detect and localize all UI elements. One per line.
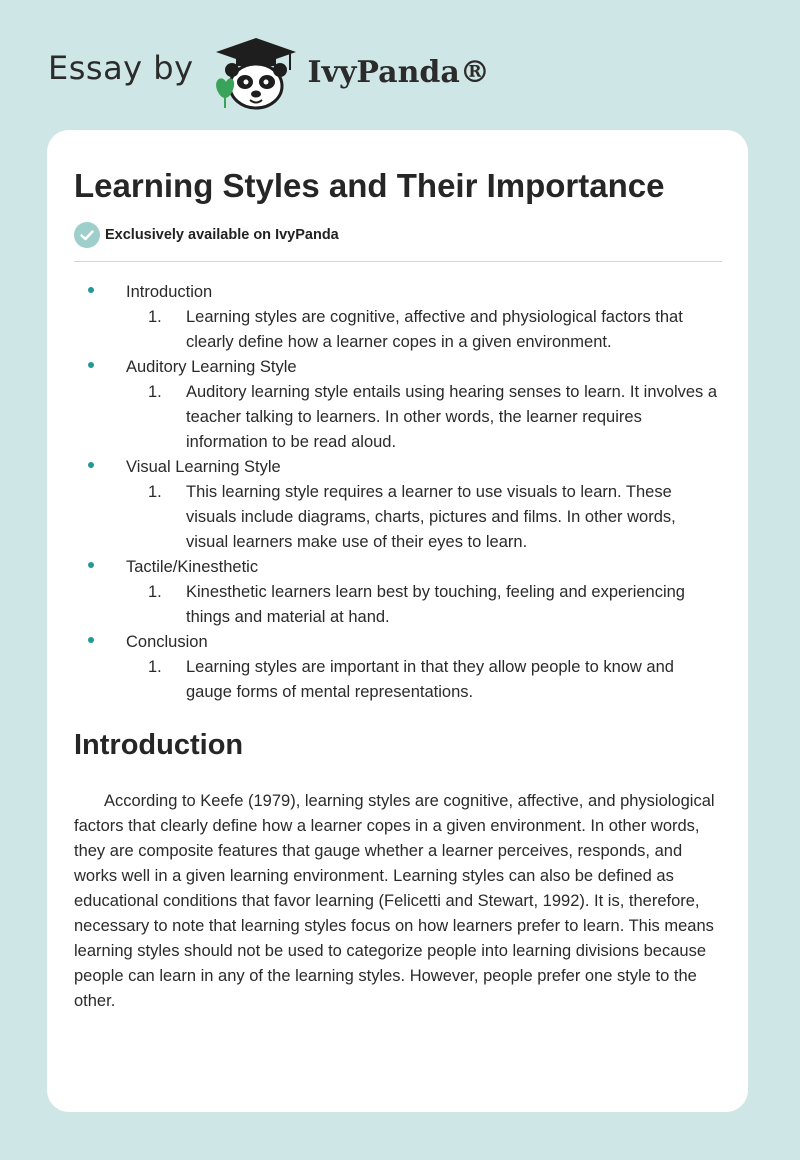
outline-subitem-text: Learning styles are cognitive, affective and physiological factors that clearly define how a learner copes in a given environment. — [186, 308, 683, 351]
section-heading: Introduction — [74, 729, 244, 761]
outline-label: Visual Learning Style — [126, 458, 281, 476]
bullet-dot — [88, 287, 94, 293]
bullet-dot — [88, 462, 94, 468]
check-circle-icon — [74, 222, 100, 248]
outline-label: Auditory Learning Style — [126, 358, 297, 376]
bullet-dot — [88, 562, 94, 568]
outline-item — [74, 355, 722, 455]
essay-outline — [74, 280, 722, 705]
bullet-dot — [88, 362, 94, 368]
site-header — [48, 34, 748, 114]
outline-item — [74, 455, 722, 555]
outline-subitem-text: This learning style requires a learner to use visuals to learn. These visuals include diagrams, charts, pictures and films. In other words, visual learners make use of their eyes to learn. — [186, 483, 676, 551]
outline-subitem: 1. This learning style requires a learner to use visuals to learn. These visuals include diagrams, charts, pictures and films. In other words, visual learners make use of their eyes to learn. — [148, 483, 676, 551]
brand-name: IvyPanda® — [307, 54, 490, 90]
bullet-dot — [88, 637, 94, 643]
page-title: Learning Styles and Their Importance — [74, 167, 665, 204]
outline-sublist — [126, 380, 722, 455]
outline-item — [74, 555, 722, 630]
outline-subitem: 1. Kinesthetic learners learn best by touching, feeling and experiencing things and material at hand. — [148, 583, 685, 626]
outline-subitem-text: Auditory learning style entails using hearing senses to learn. It involves a teacher talking to learners. In other words, the learner requires information to be read aloud. — [186, 383, 718, 451]
essay-by-label: Essay by — [48, 49, 194, 87]
outline-subitem-text: Learning styles are important in that they allow people to know and gauge forms of mental representations. — [186, 658, 674, 701]
outline-sublist — [126, 580, 722, 630]
outline-sublist — [126, 305, 722, 355]
outline-subitem-text: Kinesthetic learners learn best by touching, feeling and experiencing things and material at hand. — [186, 583, 685, 626]
outline-label: Conclusion — [126, 633, 208, 651]
outline-label: Introduction — [126, 283, 213, 301]
outline-subitem: 1. Learning styles are cognitive, affective and physiological factors that clearly define how a learner copes in a given environment. — [148, 308, 683, 351]
exclusive-badge — [74, 222, 722, 248]
panda-graduate-icon — [210, 34, 302, 114]
outline-sublist — [126, 480, 722, 555]
outline-subitem: 1. Learning styles are important in that they allow people to know and gauge forms of mental representations. — [148, 658, 674, 701]
outline-item — [74, 280, 722, 355]
outline-subitem: 1. Auditory learning style entails using hearing senses to learn. It involves a teacher talking to learners. In other words, the learner requires information to be read aloud. — [148, 383, 718, 451]
badge-text: Exclusively available on IvyPanda — [105, 227, 339, 243]
outline-label: Tactile/Kinesthetic — [126, 558, 259, 576]
outline-sublist — [126, 655, 722, 705]
divider — [74, 261, 722, 262]
essay-card — [47, 130, 748, 1112]
outline-item — [74, 630, 722, 705]
body-paragraph: According to Keefe (1979), learning styles are cognitive, affective, and physiological factors that clearly define how a learner copes in a given environment. In other words, they are composite features that gauge whether a learner perceives, responds, and works well in a given learning environment. Learning styles can also be defined as educational conditions that favor learning (Felicetti and Stewart, 1992). It is, therefore, necessary to note that learning styles focus on how learners prefer to learn. This means learning styles should not be used to categorize people into learning divisions because people can learn in any of the learning styles. However, people prefer one style to the other. — [74, 792, 715, 1010]
